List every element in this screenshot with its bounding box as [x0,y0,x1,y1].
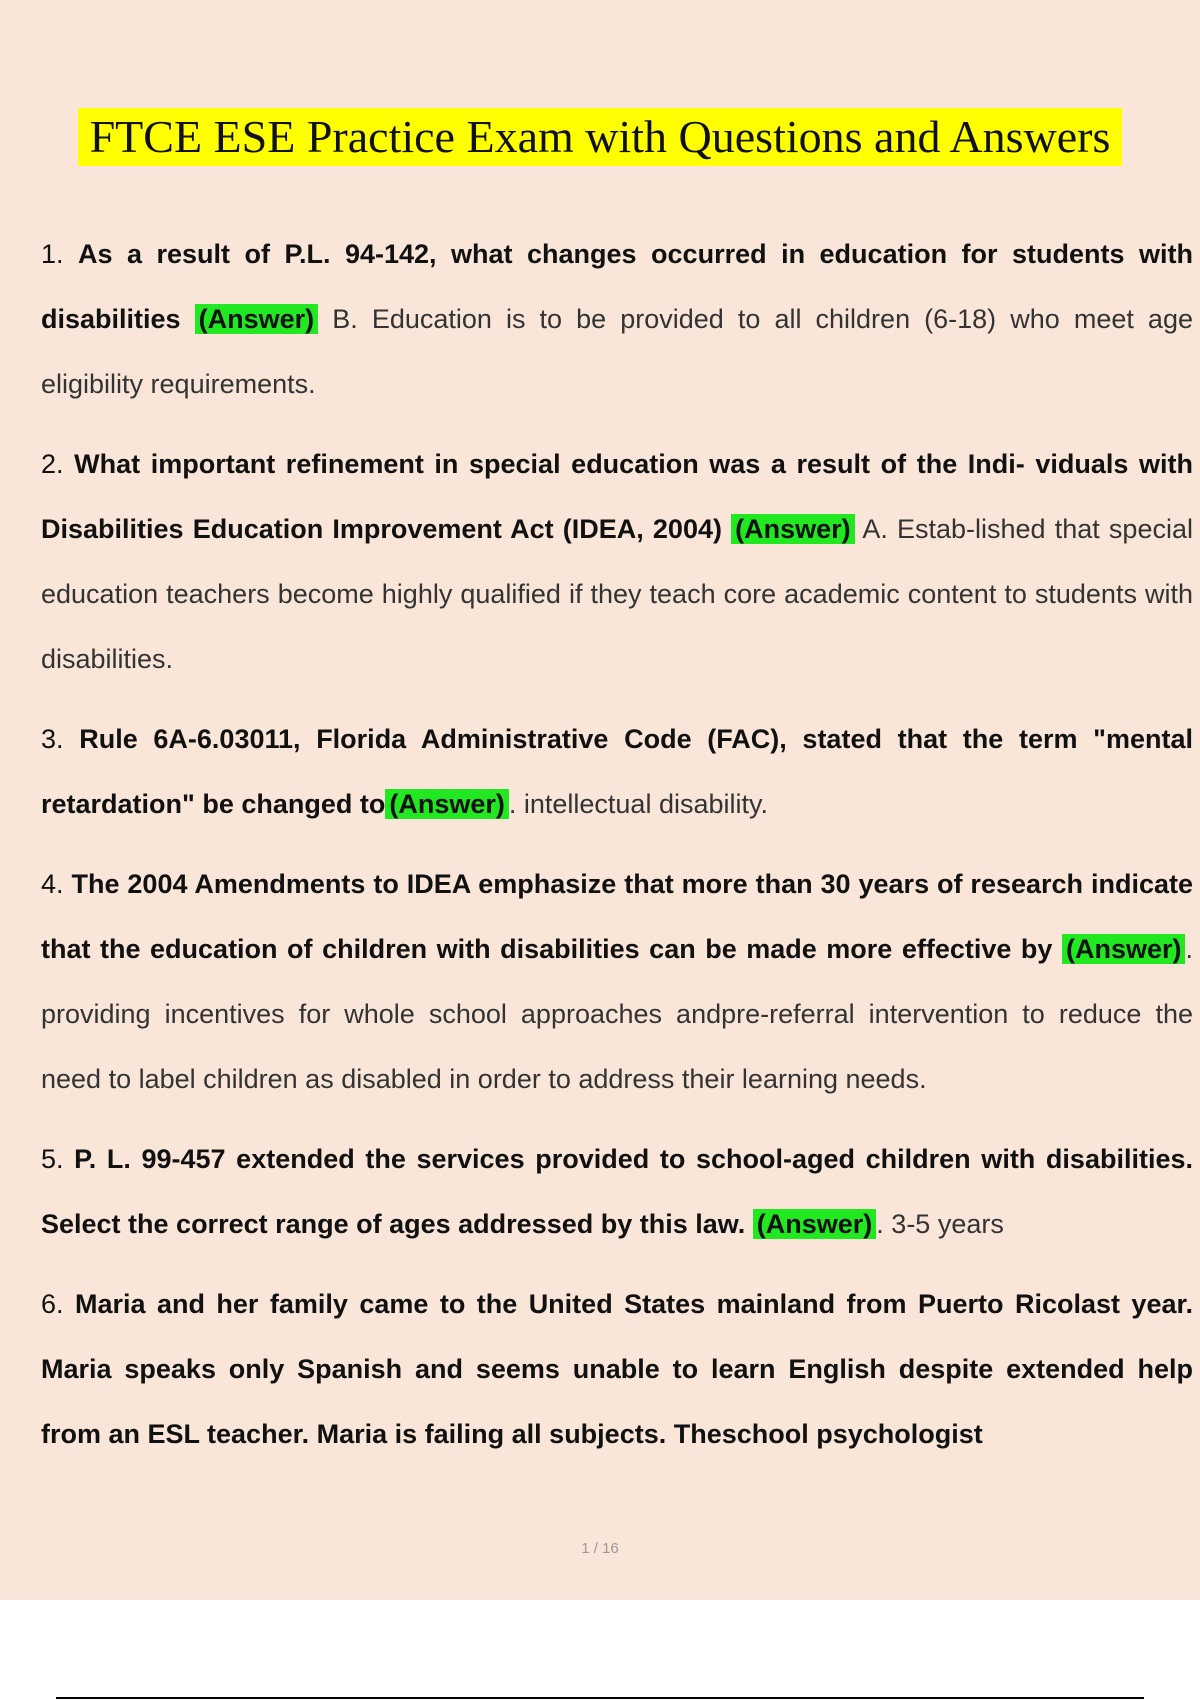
question-item-1 [41,222,1193,417]
answer-text: A. Estab-lished that special education teachers become highly qualified if they teach core academic content to students with disabilities. [41,514,1193,674]
question-item-3 [41,707,1193,837]
page-indicator: 1 / 16 [581,1540,619,1557]
question-list [41,222,1193,1482]
question-number: 3. [41,724,64,754]
question-number: 4. [41,869,64,899]
answer-highlight-tag: (Answer) [753,1209,877,1239]
question-item-4 [41,852,1193,1112]
question-text: As a result of P.L. 94-142, what changes occurred in education for students with disabilities [41,239,1193,334]
question-text: P. L. 99-457 extended the services provided to school-aged children with disabilities. Select the correct range of ages addressed by this law. [41,1144,1193,1239]
answer-highlight-tag: (Answer) [1062,934,1186,964]
title-container [0,108,1200,166]
answer-text: . intellectual disability. [508,789,768,819]
answer-text: B. Education is to be provided to all children (6-18) who meet age eligibility requirements. [41,304,1193,399]
question-text: Rule 6A-6.03011, Florida Administrative Code (FAC), stated that the term "mental retardation" be changed to [41,724,1193,819]
document-title: FTCE ESE Practice Exam with Questions and Answers [78,108,1123,166]
question-text: The 2004 Amendments to IDEA emphasize that more than 30 years of research indicate that the education of children with disabilities can be made more effective by [41,869,1193,964]
question-number: 5. [41,1144,64,1174]
page-divider [56,1697,1144,1699]
answer-highlight-tag: (Answer) [385,789,509,819]
question-text: What important refinement in special education was a result of the Indi- viduals with Disabilities Education Improvement Act (IDEA, 2004) [41,449,1194,544]
question-number: 1. [41,239,64,269]
question-text: Maria and her family came to the United States mainland from Puerto Ricolast year. Maria speaks only Spanish and seems unable to learn English despite extended help from an ESL teacher. Maria is failing all subjects. Theschool psychologist [41,1289,1193,1449]
question-item-5 [41,1127,1193,1257]
answer-highlight-tag: (Answer) [731,514,855,544]
question-number: 2. [41,449,64,479]
question-item-2 [41,432,1193,692]
answer-highlight-tag: (Answer) [195,304,319,334]
question-number: 6. [41,1289,64,1319]
answer-text: . 3-5 years [876,1209,1004,1239]
question-item-6 [41,1272,1193,1467]
answer-text: . providing incentives for whole school approaches andpre-referral intervention to reduce the need to label children as disabled in order to address their learning needs. [41,934,1193,1094]
